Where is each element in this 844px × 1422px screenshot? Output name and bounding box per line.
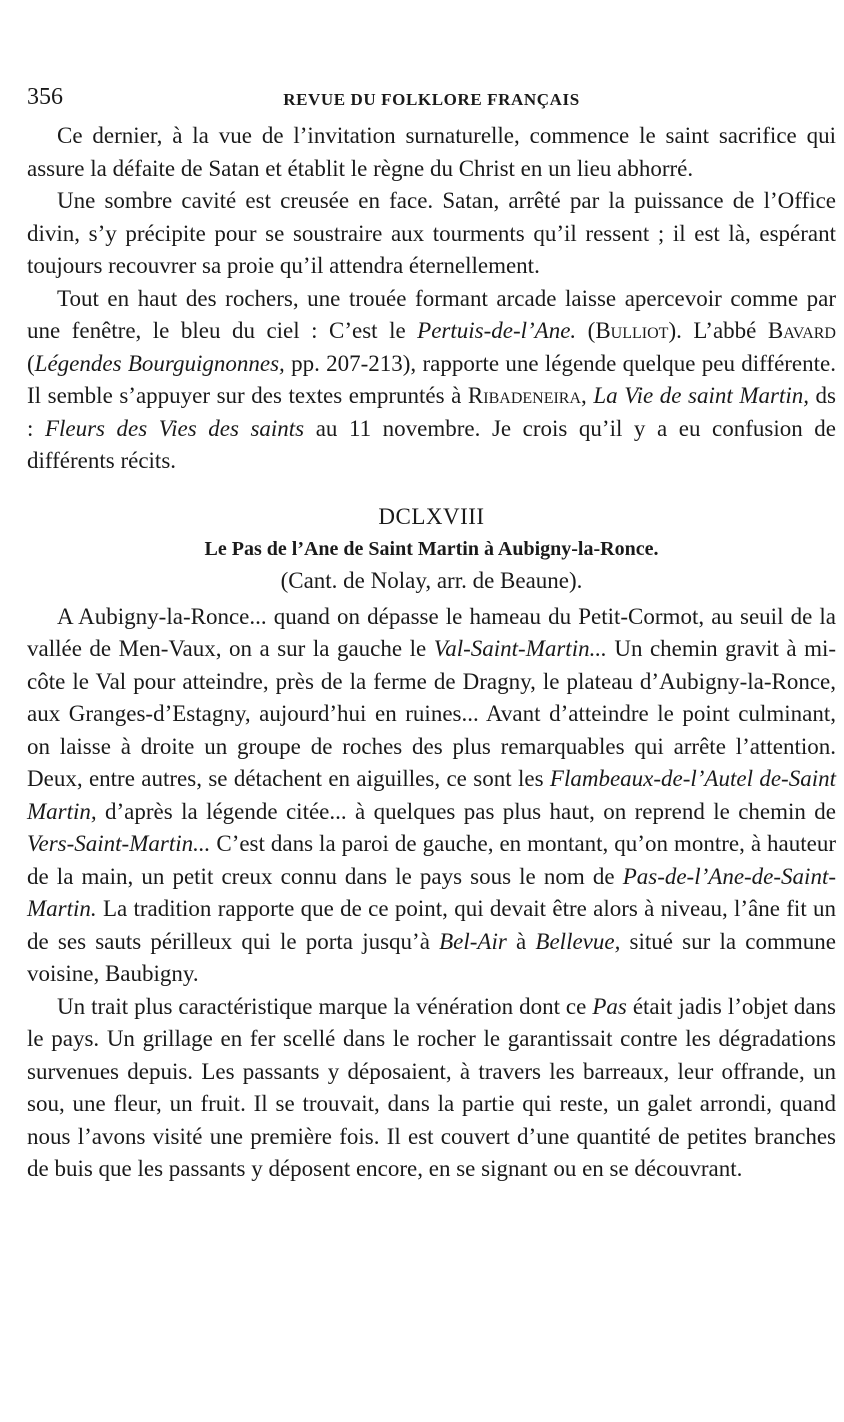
paragraph-aubigny-la-ronce	[27, 601, 836, 991]
text-run: au 11 novembre. Je crois qu’il y a eu confusion de différents récits.	[27, 415, 836, 473]
author-name: Bavard	[767, 318, 836, 343]
text-run: (	[576, 318, 596, 343]
place-name: Bellevue,	[535, 928, 621, 954]
text-run: Un trait plus caractéristique marque la vénération dont ce	[57, 993, 593, 1019]
place-name: Bel-Air	[439, 928, 507, 954]
section-title: Le Pas de l’Ane de Saint Martin à Aubigny-la-Ronce.	[204, 537, 659, 560]
journal-title: REVUE DU FOLKLORE FRANÇAIS	[283, 90, 580, 109]
text-run: (	[27, 350, 35, 376]
text-run: d’après la légende citée... à quelques pas plus haut, on reprend le chemin de	[96, 798, 836, 824]
paragraph-sombre-cavite: Une sombre cavité est creusée en face. Satan, arrêté par la puissance de l’Office divin, s’y précipite pour se soustraire aux tourments qu’il ressent ; il est là, espérant toujours recouvrer sa proie qu’il attendra éternellement.	[27, 188, 836, 278]
text-run: à	[506, 928, 536, 954]
text-run: situé sur la commune voisine, Baubigny.	[27, 928, 836, 986]
text-run: ,	[581, 383, 594, 408]
text-run: ). L’abbé	[668, 318, 768, 343]
text-run: A Aubigny-la-Ronce... quand on dépasse le hameau du Petit-Cormot, au seuil de la vallée de Men-Vaux, on a sur la gauche le	[27, 603, 836, 661]
book-title: La Vie de saint Martin,	[593, 383, 809, 408]
text-run: pp. 207-213), rapporte une légende quelque peu différente. Il semble s’appuyer sur des textes empruntés à	[27, 350, 836, 408]
author-name: Bulliot	[595, 318, 669, 343]
book-title: Fleurs des Vies des saints	[44, 415, 305, 441]
place-name: Pas-de-l’Ane-de-Saint-Martin.	[27, 863, 836, 921]
text-run: Tout en haut des rochers, une trouée formant arcade laisse apercevoir comme par une fenêtre, le bleu du ciel : C’est le	[27, 285, 836, 343]
place-name: Vers-Saint-Martin...	[27, 831, 211, 856]
text-run: La tradition rapporte que de ce point, qui devait être alors à niveau, l’âne fit un de ses sauts périlleux qui le porta jusqu’à	[27, 896, 836, 954]
italic-term: Pertuis-de-l’Ane.	[417, 318, 577, 343]
paragraph-veneration	[27, 991, 836, 1186]
paragraph-saint-sacrifice: Ce dernier, à la vue de l’invitation surnaturelle, commence le saint sacrifice qui assure la défaite de Satan et établit le règne du Christ en un lieu abhorré.	[27, 123, 836, 181]
paragraph-pertuis-de-l-ane	[27, 283, 836, 478]
page-number: 356	[27, 84, 63, 110]
text-run: Un chemin gravit à mi-côte le Val pour atteindre, près de la ferme de Dragny, le plateau d’Aubigny-la-Ronce, aux Granges-d’Estagny, aujourd’hui en ruines... Avant d’atteindre le point culminant, on laisse à droite un groupe de roches des plus remarquables qui arrête l’attention. Deux, entre autres, se détachent en aiguilles, ce sont les	[27, 636, 837, 791]
section-subtitle: (Cant. de Nolay, arr. de Beaune).	[280, 567, 583, 593]
text-run: C’est dans la paroi de gauche, en montant, qu’on montre, à hauteur de la main, un petit creux connu dans le pays sous le nom de	[27, 831, 836, 889]
section-number: DCLXVIII	[378, 503, 485, 529]
place-name: Flambeaux-de-l’Autel de-Saint Martin,	[27, 766, 836, 824]
italic-term: Pas	[592, 993, 627, 1019]
place-name: Val-Saint-Martin...	[433, 636, 607, 661]
document-page	[27, 84, 836, 1186]
text-run: était jadis l’objet dans le pays. Un grillage en fer scellé dans le rocher le garantissait contre les dégradations survenues depuis. Les passants y déposaient, à travers les barreaux, leur offrande, un sou, une fleur, un fruit. Il se trouvait, dans la partie qui reste, un galet arrondi, quand nous l’avons visité une première fois. Il est couvert d’une quantité de petites branches de buis que les passants y déposent encore, en se signant ou en se découvrant.	[27, 993, 836, 1181]
author-name: Ribadeneira	[467, 383, 582, 408]
book-title: Légendes Bourguignonnes,	[34, 350, 285, 376]
text-run: ds :	[27, 383, 837, 441]
running-header	[27, 84, 836, 120]
